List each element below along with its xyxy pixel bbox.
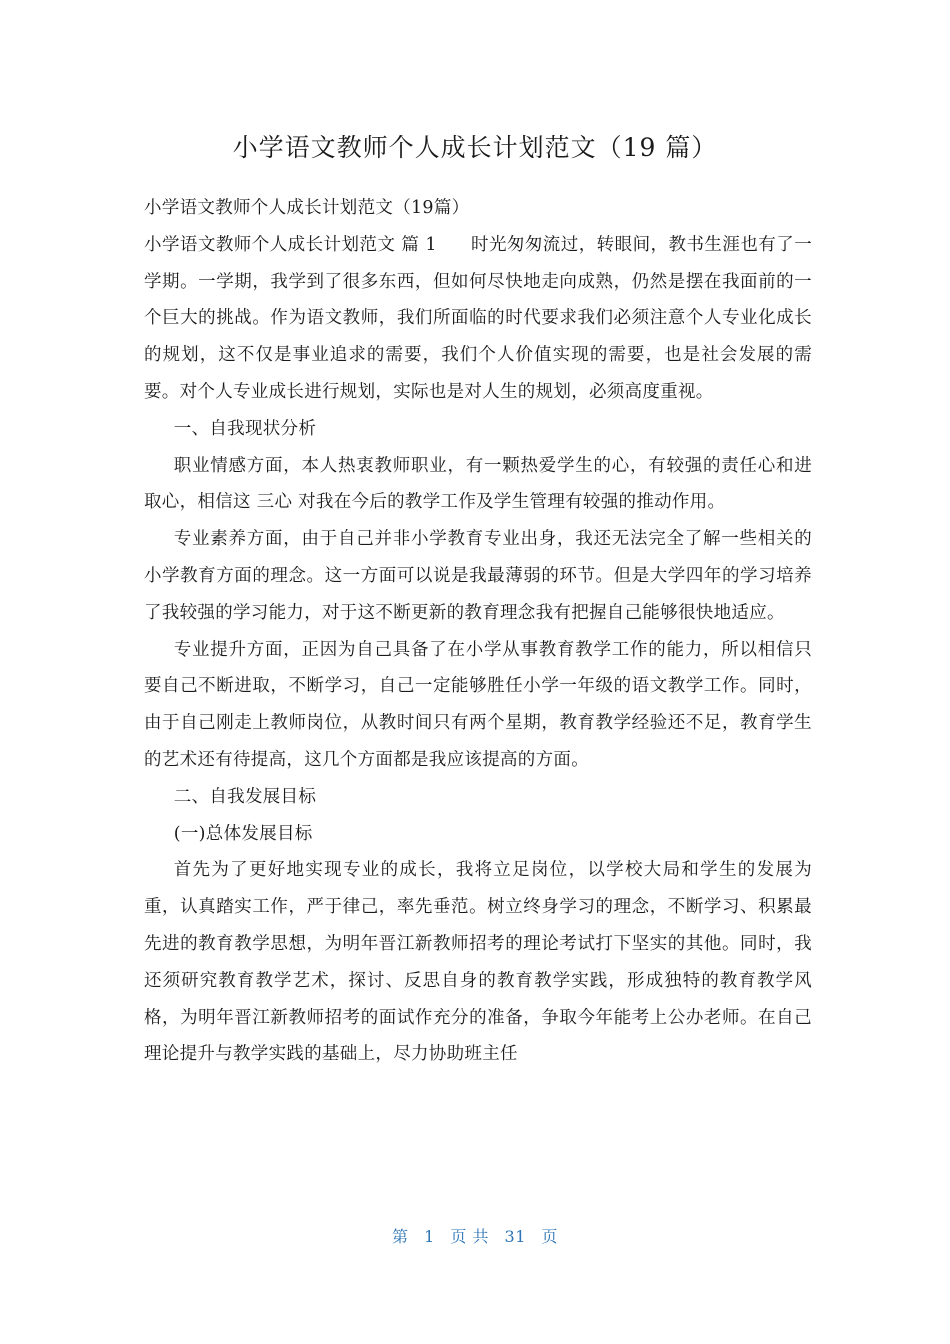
paragraph-literacy: 专业素养方面，由于自己并非小学教育专业出身，我还无法完全了解一些相关的小学教育方面的理念。这一方面可以说是我最薄弱的环节。但是大学四年的学习培养了我较强的学习能力，对于这不断更新的教育理念我有把握自己能够很快地适应。 — [144, 529, 812, 623]
footer-label-page: 第 — [391, 1227, 409, 1246]
page-footer — [0, 1224, 950, 1247]
footer-total-pages: 31 — [504, 1227, 526, 1246]
footer-label-end: 页 — [541, 1227, 559, 1246]
document-subtitle: 小学语文教师个人成长计划范文（19篇） — [144, 198, 470, 218]
footer-current-page: 1 — [424, 1227, 435, 1246]
paragraph-goal: 首先为了更好地实现专业的成长，我将立足岗位，以学校大局和学生的发展为重，认真踏实工作，严于律己，率先垂范。树立终身学习的理念，不断学习、积累最先进的教育教学思想，为明年晋江新教师招考的理论考试打下坚实的其他。同时，我还须研究教育教学艺术，探讨、反思自身的教育教学实践，形成独特的教育教学风格，为明年晋江新教师招考的面试作充分的准备，争取今年能考上公办老师。在自己理论提升与教学实践的基础上，尽力协助班主任 — [144, 860, 812, 1065]
paragraph-improve: 专业提升方面，正因为自己具备了在小学从事教育教学工作的能力，所以相信只要自己不断进取，不断学习，自己一定能够胜任小学一年级的语文教学工作。同时，由于自己刚走上教师岗位，从教时间只有两个星期，教育教学经验还不足，教育学生的艺术还有待提高，这几个方面都是我应该提高的方面。 — [144, 639, 812, 770]
subsection-heading: (一)总体发展目标 — [173, 823, 313, 844]
article-heading: 小学语文教师个人成长计划范文 篇 1 — [144, 234, 437, 255]
section1-heading: 一、自我现状分析 — [173, 418, 317, 439]
intro-paragraph — [144, 227, 812, 411]
section2-heading: 二、自我发展目标 — [173, 786, 317, 807]
paragraph-emotion: 职业情感方面，本人热衷教师职业，有一颗热爱学生的心，有较强的责任心和进取心，相信这 三心 对我在今后的教学工作及学生管理有较强的推动作用。 — [144, 455, 812, 513]
document-body — [144, 190, 812, 1073]
document-title: 小学语文教师个人成长计划范文（19 篇） — [232, 133, 718, 162]
footer-label-of: 页 共 — [450, 1227, 489, 1246]
intro-text: 时光匆匆流过，转眼间，教书生涯也有了一学期。一学期，我学到了很多东西，但如何尽快地走向成熟，仍然是摆在我面前的一个巨大的挑战。作为语文教师，我们所面临的时代要求我们必须注意个人专业化成长的规划，这不仅是事业追求的需要，我们个人价值实现的需要，也是社会发展的需要。对个人专业成长进行规划，实际也是对人生的规划，必须高度重视。 — [144, 234, 812, 402]
